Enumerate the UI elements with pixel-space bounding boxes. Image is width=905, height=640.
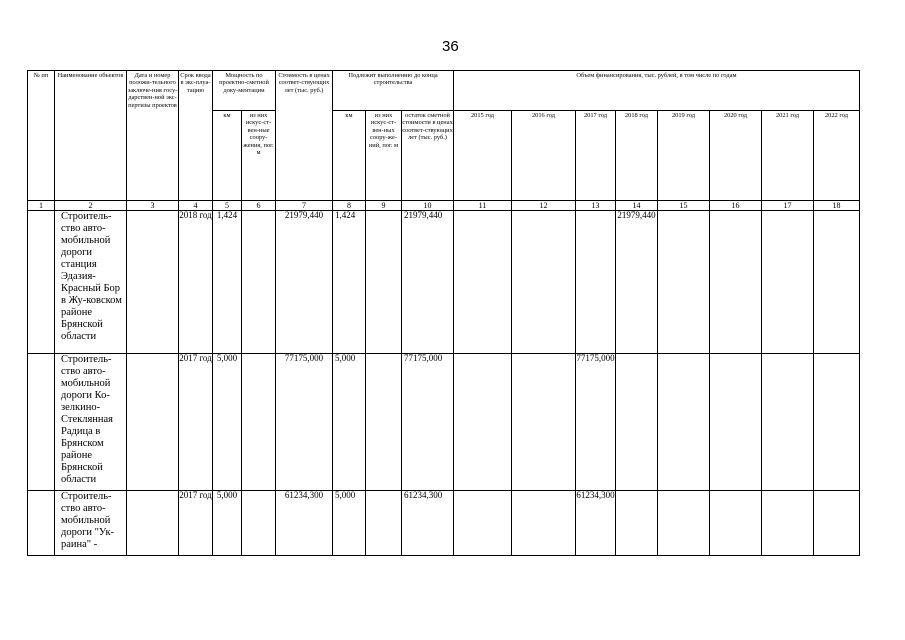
col-number: 3	[127, 201, 179, 211]
cost-value: 61234,300	[276, 491, 333, 556]
power-km: 1,424	[213, 211, 242, 354]
col-number: 9	[366, 201, 402, 211]
column-numbers-row	[28, 201, 860, 211]
cost-value: 21979,440	[276, 211, 333, 354]
table-row	[28, 491, 860, 556]
investment-table	[27, 70, 860, 556]
header-power-km: км	[213, 111, 242, 201]
header-name: Наименование объектов	[55, 71, 127, 201]
commissioning-term: 2017 год	[179, 491, 213, 556]
header-year-2019: 2019 год	[658, 111, 710, 201]
rest-value: 77175,000	[402, 354, 454, 491]
commissioning-term: 2018 год	[179, 211, 213, 354]
object-name: Строитель-ство авто-мобильной дороги станция Эдазия-Красный Бор в Жу-ковском районе Брянской области	[55, 211, 127, 354]
col-number: 6	[242, 201, 276, 211]
table-row	[28, 211, 860, 354]
col-number: 14	[616, 201, 658, 211]
col-number: 12	[512, 201, 576, 211]
complete-km: 5,000	[333, 491, 366, 556]
col-number: 15	[658, 201, 710, 211]
header-complete: Подлежит выполнению до конца строительства	[333, 71, 454, 111]
finance-2017: 61234,300	[576, 491, 616, 556]
finance-2018: 21979,440	[616, 211, 658, 354]
rest-value: 21979,440	[402, 211, 454, 354]
col-number: 11	[454, 201, 512, 211]
cost-value: 77175,000	[276, 354, 333, 491]
complete-km: 1,424	[333, 211, 366, 354]
col-number: 16	[710, 201, 762, 211]
header-year-2022: 2022 год	[814, 111, 860, 201]
finance-2018	[616, 491, 658, 556]
col-number: 7	[276, 201, 333, 211]
header-expertise: Дата и номер положи-тельного заключе-ния госу-дарствен-ной экс-пертизы проектов	[127, 71, 179, 201]
header-year-2016: 2016 год	[512, 111, 576, 201]
header-finance: Объем финансирования, тыс. рублей, в том числе по годам	[454, 71, 860, 111]
col-number: 17	[762, 201, 814, 211]
header-year-2018: 2018 год	[616, 111, 658, 201]
object-name: Строитель-ство авто-мобильной дороги Ко-зелкино-Стеклянная Радица в Брянском районе Брянской области	[55, 354, 127, 491]
col-number: 1	[28, 201, 55, 211]
complete-km: 5,000	[333, 354, 366, 491]
col-number: 10	[402, 201, 454, 211]
col-number: 8	[333, 201, 366, 211]
power-km: 5,000	[213, 354, 242, 491]
col-number: 18	[814, 201, 860, 211]
finance-2018	[616, 354, 658, 491]
header-year-2021: 2021 год	[762, 111, 814, 201]
header-complete-art: из них искус-ст-вен-ных соору-же-ний, пог. м	[366, 111, 402, 201]
header-complete-rest: остаток сметной стоимости в ценах соответ-ствующих лет (тыс. руб.)	[402, 111, 454, 201]
finance-2017: 77175,000	[576, 354, 616, 491]
table-row	[28, 354, 860, 491]
header-term: Срок ввода в экс-плуа-тацию	[179, 71, 213, 201]
header-power-art: из них искус-ст-вен-ные соору-жения, пог. м	[242, 111, 276, 201]
col-number: 2	[55, 201, 127, 211]
col-number: 4	[179, 201, 213, 211]
object-name: Строитель-ство авто-мобильной дороги "Ук-раина" -	[55, 491, 127, 556]
power-km: 5,000	[213, 491, 242, 556]
header-complete-km: км	[333, 111, 366, 201]
header-year-2017: 2017 год	[576, 111, 616, 201]
page-number: 36	[442, 38, 459, 55]
header-year-2015: 2015 год	[454, 111, 512, 201]
header-num: № пп	[28, 71, 55, 201]
header-year-2020: 2020 год	[710, 111, 762, 201]
rest-value: 61234,300	[402, 491, 454, 556]
header-power: Мощность по проектно-сметной доку-ментации	[213, 71, 276, 111]
commissioning-term: 2017 год	[179, 354, 213, 491]
col-number: 13	[576, 201, 616, 211]
finance-2017	[576, 211, 616, 354]
col-number: 5	[213, 201, 242, 211]
header-cost: Стоимость в ценах соответ-ствующих лет (тыс. руб.)	[276, 71, 333, 201]
